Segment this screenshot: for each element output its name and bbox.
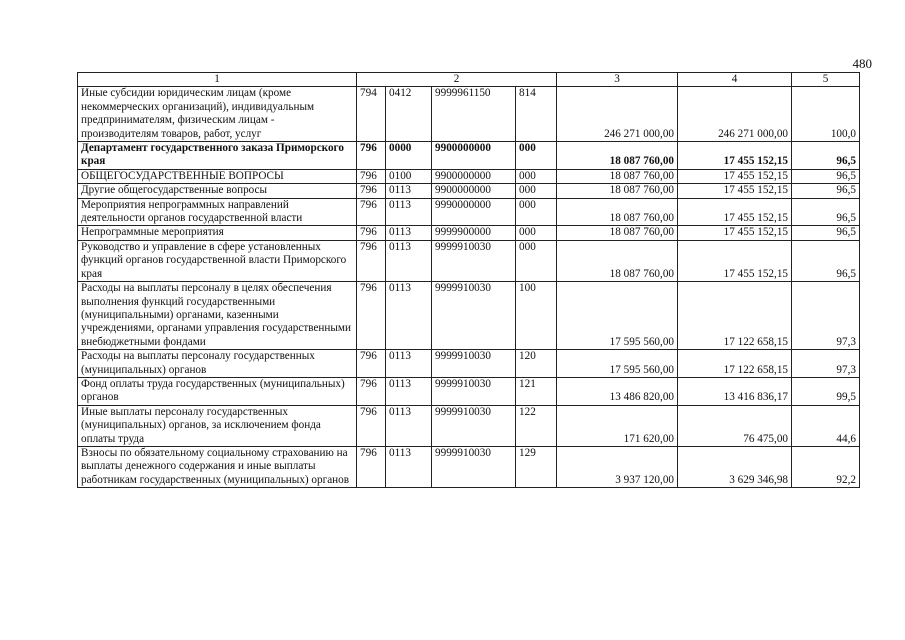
fact-amount: 17 455 152,15 [678, 142, 792, 170]
row-name: Департамент государственного заказа Приморского края [78, 142, 357, 170]
table-row [78, 198, 860, 226]
header-col-4: 4 [678, 73, 792, 87]
header-col-2: 2 [357, 73, 557, 87]
target-code: 9999961150 [432, 87, 516, 142]
fact-amount: 246 271 000,00 [678, 87, 792, 142]
table-row [78, 405, 860, 446]
row-name: Иные субсидии юридическим лицам (кроме некоммерческих организаций), индивидуальным предпринимателям, физическим лицам - производителям товаров, работ, услуг [78, 87, 357, 142]
ministry-code: 796 [357, 169, 386, 183]
row-name: Расходы на выплаты персоналу в целях обеспечения выполнения функций государственными (муниципальными) органами, казенными учреждениями, органами управления государственными внебюджетными фондами [78, 282, 357, 350]
row-name: Другие общегосударственные вопросы [78, 184, 357, 198]
target-code: 9900000000 [432, 142, 516, 170]
fact-amount: 13 416 836,17 [678, 377, 792, 405]
table-row [78, 446, 860, 487]
execution-percent: 96,5 [792, 198, 860, 226]
expense-type-code: 814 [516, 87, 557, 142]
row-name: Расходы на выплаты персоналу государственных (муниципальных) органов [78, 350, 357, 378]
expense-type-code: 000 [516, 240, 557, 281]
fact-amount: 17 455 152,15 [678, 240, 792, 281]
execution-percent: 97,3 [792, 282, 860, 350]
table-row [78, 169, 860, 183]
section-code: 0100 [386, 169, 432, 183]
table-row [78, 184, 860, 198]
section-code: 0113 [386, 226, 432, 240]
expense-type-code: 122 [516, 405, 557, 446]
table-row [78, 350, 860, 378]
ministry-code: 796 [357, 350, 386, 378]
row-name: ОБЩЕГОСУДАРСТВЕННЫЕ ВОПРОСЫ [78, 169, 357, 183]
expense-type-code: 120 [516, 350, 557, 378]
table-row [78, 87, 860, 142]
target-code: 9999910030 [432, 377, 516, 405]
plan-amount: 17 595 560,00 [557, 350, 678, 378]
execution-percent: 44,6 [792, 405, 860, 446]
fact-amount: 17 122 658,15 [678, 282, 792, 350]
fact-amount: 17 455 152,15 [678, 169, 792, 183]
section-code: 0113 [386, 282, 432, 350]
target-code: 9999910030 [432, 282, 516, 350]
section-code: 0113 [386, 377, 432, 405]
ministry-code: 796 [357, 226, 386, 240]
plan-amount: 18 087 760,00 [557, 226, 678, 240]
target-code: 9999910030 [432, 446, 516, 487]
ministry-code: 796 [357, 198, 386, 226]
execution-percent: 99,5 [792, 377, 860, 405]
table-row [78, 240, 860, 281]
execution-percent: 96,5 [792, 169, 860, 183]
fact-amount: 17 122 658,15 [678, 350, 792, 378]
target-code: 9999900000 [432, 226, 516, 240]
fact-amount: 17 455 152,15 [678, 226, 792, 240]
section-code: 0000 [386, 142, 432, 170]
plan-amount: 18 087 760,00 [557, 240, 678, 281]
execution-percent: 97,3 [792, 350, 860, 378]
fact-amount: 17 455 152,15 [678, 198, 792, 226]
plan-amount: 171 620,00 [557, 405, 678, 446]
execution-percent: 96,5 [792, 184, 860, 198]
expense-type-code: 000 [516, 226, 557, 240]
plan-amount: 18 087 760,00 [557, 142, 678, 170]
execution-percent: 96,5 [792, 142, 860, 170]
expense-type-code: 000 [516, 142, 557, 170]
ministry-code: 796 [357, 142, 386, 170]
table-row [78, 377, 860, 405]
header-col-5: 5 [792, 73, 860, 87]
ministry-code: 796 [357, 446, 386, 487]
section-code: 0113 [386, 240, 432, 281]
expense-type-code: 000 [516, 184, 557, 198]
fact-amount: 17 455 152,15 [678, 184, 792, 198]
plan-amount: 3 937 120,00 [557, 446, 678, 487]
target-code: 9900000000 [432, 184, 516, 198]
execution-percent: 100,0 [792, 87, 860, 142]
row-name: Непрограммные мероприятия [78, 226, 357, 240]
row-name: Иные выплаты персоналу государственных (муниципальных) органов, за исключением фонда оплаты труда [78, 405, 357, 446]
execution-percent: 96,5 [792, 240, 860, 281]
row-name: Фонд оплаты труда государственных (муниципальных) органов [78, 377, 357, 405]
ministry-code: 796 [357, 282, 386, 350]
plan-amount: 17 595 560,00 [557, 282, 678, 350]
row-name: Взносы по обязательному социальному страхованию на выплаты денежного содержания и иные выплаты работникам государственных (муниципальных) органов [78, 446, 357, 487]
execution-percent: 92,2 [792, 446, 860, 487]
plan-amount: 13 486 820,00 [557, 377, 678, 405]
plan-amount: 18 087 760,00 [557, 184, 678, 198]
page-number: 480 [852, 56, 872, 71]
fact-amount: 76 475,00 [678, 405, 792, 446]
target-code: 9990000000 [432, 198, 516, 226]
target-code: 9999910030 [432, 350, 516, 378]
section-code: 0412 [386, 87, 432, 142]
ministry-code: 794 [357, 87, 386, 142]
ministry-code: 796 [357, 184, 386, 198]
table-row [78, 142, 860, 170]
section-code: 0113 [386, 198, 432, 226]
table-row [78, 226, 860, 240]
row-name: Руководство и управление в сфере установленных функций органов государственной власти Приморского края [78, 240, 357, 281]
plan-amount: 246 271 000,00 [557, 87, 678, 142]
expense-type-code: 129 [516, 446, 557, 487]
plan-amount: 18 087 760,00 [557, 198, 678, 226]
section-code: 0113 [386, 350, 432, 378]
header-col-1: 1 [78, 73, 357, 87]
table-row [78, 282, 860, 350]
expense-type-code: 000 [516, 169, 557, 183]
expense-type-code: 121 [516, 377, 557, 405]
budget-table [77, 72, 860, 488]
target-code: 9999910030 [432, 405, 516, 446]
ministry-code: 796 [357, 377, 386, 405]
header-col-3: 3 [557, 73, 678, 87]
plan-amount: 18 087 760,00 [557, 169, 678, 183]
expense-type-code: 100 [516, 282, 557, 350]
execution-percent: 96,5 [792, 226, 860, 240]
ministry-code: 796 [357, 240, 386, 281]
ministry-code: 796 [357, 405, 386, 446]
section-code: 0113 [386, 184, 432, 198]
row-name: Мероприятия непрограммных направлений деятельности органов государственной власти [78, 198, 357, 226]
target-code: 9900000000 [432, 169, 516, 183]
header-row [78, 73, 860, 87]
fact-amount: 3 629 346,98 [678, 446, 792, 487]
expense-type-code: 000 [516, 198, 557, 226]
target-code: 9999910030 [432, 240, 516, 281]
section-code: 0113 [386, 446, 432, 487]
section-code: 0113 [386, 405, 432, 446]
